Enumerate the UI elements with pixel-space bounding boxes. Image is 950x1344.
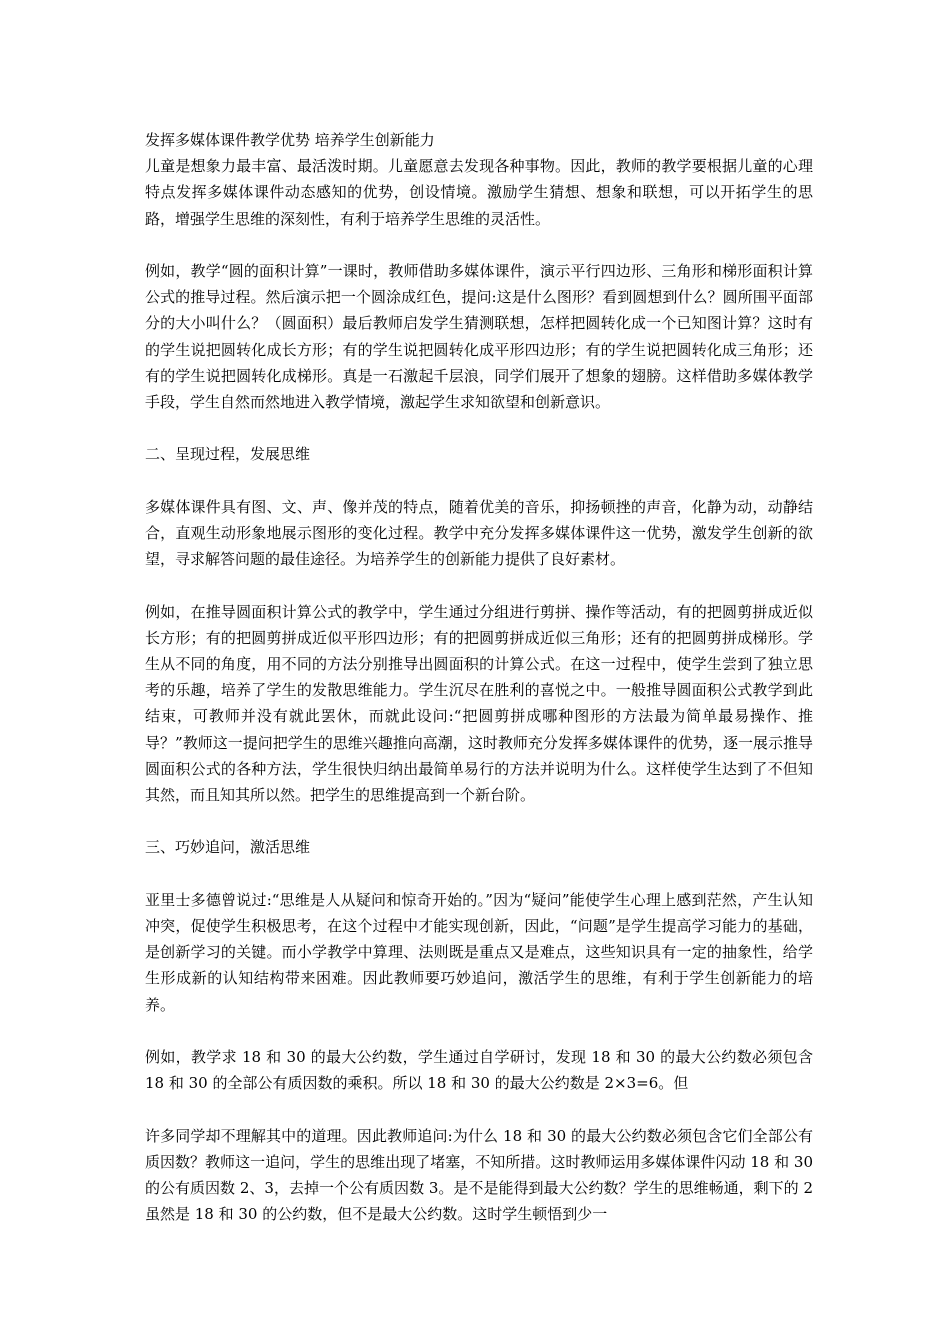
example-paragraph-1: 例如，教学“圆的面积计算”一课时，教师借助多媒体课件，演示平行四边形、三角形和梯形面积计算公式的推导过程。然后演示把一个圆涂成红色，提问:这是什么图形？看到圆想到什么？圆所围平面部分的大小叫什么？（圆面积）最后教师启发学生猜测联想，怎样把圆转化成一个已知图计算？这时有的学生说把圆转化成长方形；有的学生说把圆转化成平形四边形；有的学生说把圆转化成三角形；还有的学生说把圆转化成梯形。真是一石激起千层浪，同学们展开了想象的翅膀。这样借助多媒体教学手段，学生自然而然地进入教学情境，激起学生求知欲望和创新意识。 <box>145 262 813 412</box>
section2-paragraph-1: 多媒体课件具有图、文、声、像并茂的特点，随着优美的音乐，抑扬顿挫的声音，化静为动，动静结合，直观生动形象地展示图形的变化过程。教学中充分发挥多媒体课件这一优势，激发学生创新的欲望，寻求解答问题的最佳途径。为培养学生的创新能力提供了良好素材。 <box>145 497 813 569</box>
paragraph-spacer <box>145 415 813 441</box>
section3-paragraph-2: 例如，教学求 18 和 30 的最大公约数，学生通过自学研讨，发现 18 和 30 的最大公约数必须包含 18 和 30 的全部公有质因数的乘积。所以 18 和 30 的最大公约数是 2×3=6。但 <box>145 1048 813 1093</box>
section-heading-2: 二、呈现过程，发展思维 <box>145 445 311 464</box>
paragraph-spacer <box>145 232 813 258</box>
document-page <box>145 127 813 1227</box>
section2-paragraph-2: 例如，在推导圆面积计算公式的教学中，学生通过分组进行剪拼、操作等活动，有的把圆剪拼成近似长方形；有的把圆剪拼成近似平形四边形；有的把圆剪拼成近似三角形；还有的把圆剪拼成梯形。学生从不同的角度，用不同的方法分别推导出圆面积的计算公式。在这一过程中，使学生尝到了独立思考的乐趣，培养了学生的发散思维能力。学生沉尽在胜利的喜悦之中。一般推导圆面积公式教学到此结束，可教师并没有就此罢休，而就此设问:“把圆剪拼成哪种图形的方法最为简单最易操作、推导？”教师这一提问把学生的思维兴趣推向高潮，这时教师充分发挥多媒体课件的优势，逐一展示推导圆面积公式的各种方法，学生很快归纳出最简单易行的方法并说明为什么。这样使学生达到了不但知其然，而且知其所以然。把学生的思维提高到一个新台阶。 <box>145 602 813 805</box>
paragraph-spacer <box>145 808 813 834</box>
paragraph-spacer <box>145 468 813 494</box>
paragraph-spacer <box>145 1096 813 1122</box>
section-heading-3: 三、巧妙追问，激活思维 <box>145 838 311 857</box>
document-title: 发挥多媒体课件教学优势 培养学生创新能力 <box>145 131 435 149</box>
section3-paragraph-1: 亚里士多德曾说过:“思维是人从疑问和惊奇开始的。”因为“疑问”能使学生心理上感到茫然，产生认知冲突，促使学生积极思考，在这个过程中才能实现创新，因此，“问题”是学生提高学习能力的基础，是创新学习的关键。而小学教学中算理、法则既是重点又是难点，这些知识具有一定的抽象性，给学生形成新的认知结构带来困难。因此教师要巧妙追问，激活学生的思维，有利于学生创新能力的培养。 <box>145 890 813 1014</box>
paragraph-spacer <box>145 572 813 598</box>
intro-paragraph: 儿童是想象力最丰富、最活泼时期。儿童愿意去发现各种事物。因此，教师的教学要根据儿童的心理特点发挥多媒体课件动态感知的优势，创设情境。激励学生猜想、想象和联想，可以开拓学生的思路，增强学生思维的深刻性，有利于培养学生思维的灵活性。 <box>145 157 813 228</box>
paragraph-spacer <box>145 861 813 887</box>
section3-paragraph-3: 许多同学却不理解其中的道理。因此教师追问:为什么 18 和 30 的最大公约数必须包含它们全部公有质因数？教师这一追问，学生的思维出现了堵塞，不知所措。这时教师运用多媒体课件闪动 18 和 30 的公有质因数 2、3，去掉一个公有质因数 3。是不是能得到最大公约数？学生的思维畅通，剩下的 2 虽然是 18 和 30 的公约数，但不是最大公约数。这时学生顿悟到少一 <box>145 1126 813 1224</box>
paragraph-spacer <box>145 1018 813 1044</box>
